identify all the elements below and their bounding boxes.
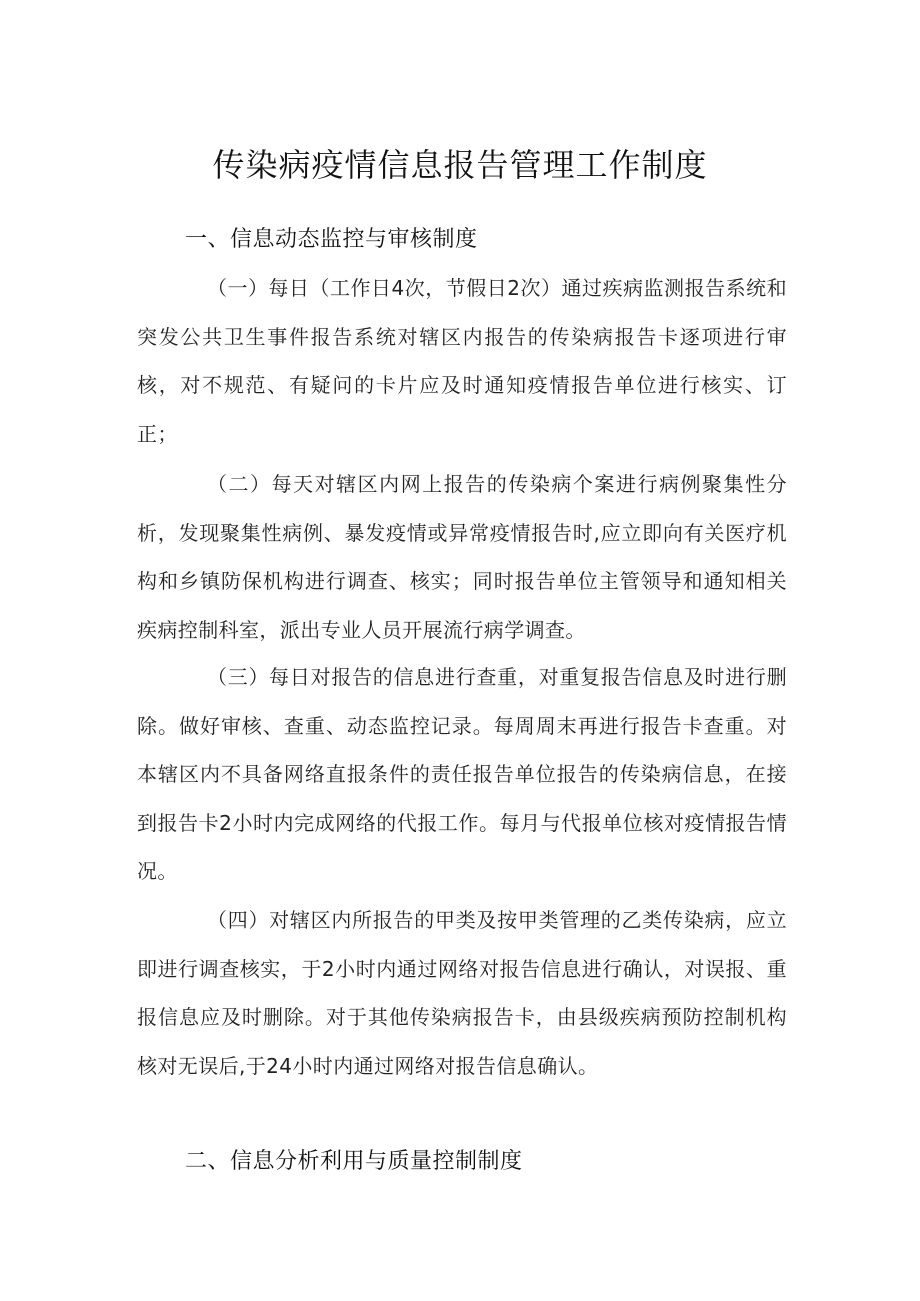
- section-heading-1: 一、信息动态监控与审核制度: [185, 227, 478, 252]
- section-heading-2: 二、信息分析利用与质量控制制度: [185, 1149, 523, 1174]
- paragraph-4: （四）对辖区内所报告的甲类及按甲类管理的乙类传染病，应立即进行调查核实，于2小时内通过网络对报告信息进行确认，对误报、重报信息应及时删除。对于其他传染病报告卡，由县级疾病预防控制机构核对无误后,于24小时内通过网络对报告信息确认。: [137, 908, 787, 1078]
- paragraph-2: （二）每天对辖区内网上报告的传染病个案进行病例聚集性分析，发现聚集性病例、暴发疫情或异常疫情报告时,应立即向有关医疗机构和乡镇防保机构进行调查、核实；同时报告单位主管领导和通知相关疾病控制科室，派出专业人员开展流行病学调查。: [137, 472, 787, 642]
- paragraph-1: （一）每日（工作日4次，节假日2次）通过疾病监测报告系统和突发公共卫生事件报告系统对辖区内报告的传染病报告卡逐项进行审核，对不规范、有疑问的卡片应及时通知疫情报告单位进行核实、订正；: [137, 276, 787, 446]
- paragraph-3: （三）每日对报告的信息进行查重，对重复报告信息及时进行删除。做好审核、查重、动态监控记录。每周周末再进行报告卡查重。对本辖区内不具备网络直报条件的责任报告单位报告的传染病信息，在接到报告卡2小时内完成网络的代报工作。每月与代报单位核对疫情报告情况。: [137, 665, 787, 883]
- document-title: 传染病疫情信息报告管理工作制度: [212, 146, 708, 184]
